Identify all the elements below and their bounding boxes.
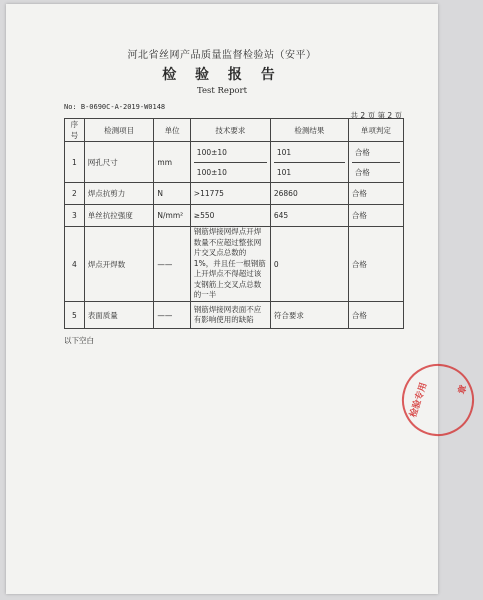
row-item: 焊点开焊数: [84, 227, 154, 302]
row-result: 26860: [270, 183, 348, 205]
page-indicator: 共 2 页 第 2 页: [350, 111, 402, 120]
table-header-row: [65, 119, 404, 142]
row-judgement: 合格: [348, 205, 403, 227]
row-requirement: >11775: [190, 183, 270, 205]
row-no: 1: [65, 142, 85, 183]
row-item: 焊点抗剪力: [84, 183, 154, 205]
row-result-group: [270, 142, 348, 183]
row-unit: mm: [154, 142, 190, 183]
header-unit: 单位: [154, 119, 190, 142]
row-no: 5: [65, 302, 85, 329]
header-requirement: 技术要求: [190, 119, 270, 142]
report-subtitle: Test Report: [197, 86, 247, 96]
table-row: [65, 227, 404, 302]
row-requirement-group: [190, 142, 270, 183]
row-judgement: 合格: [352, 162, 400, 182]
row-judgement: 合格: [354, 147, 370, 157]
row-requirement: 100±10: [196, 147, 227, 157]
row-item: 表面质量: [84, 302, 154, 329]
row-result: 101: [274, 162, 345, 182]
row-requirement: 100±10: [194, 162, 267, 182]
table-row: [65, 205, 404, 227]
row-item: 单丝抗拉强度: [84, 205, 154, 227]
row-requirement: ≥550: [190, 205, 270, 227]
organization-name: 河北省丝网产品质量监督检验站（安平）: [127, 50, 317, 61]
seal-text-top: 检验专用: [408, 381, 430, 419]
row-unit: N/mm²: [154, 205, 190, 227]
official-seal: [393, 355, 483, 446]
row-unit: ——: [154, 302, 190, 329]
row-requirement: 钢筋焊接网表面不应有影响使用的缺陷: [190, 302, 270, 329]
row-result: 0: [270, 227, 348, 302]
row-judgement-group: [348, 142, 403, 183]
report-title: 检 验 报 告: [162, 67, 282, 83]
test-results-table: [64, 118, 404, 329]
header-result: 检测结果: [270, 119, 348, 142]
report-number: No: B-0690C-A-2019-W0148: [64, 103, 166, 111]
row-no: 2: [65, 183, 85, 205]
row-judgement: 合格: [348, 227, 403, 302]
table-row: [65, 142, 404, 183]
row-judgement: 合格: [348, 302, 403, 329]
row-result: 101: [276, 147, 292, 157]
blank-below-note: 以下空白: [64, 336, 94, 345]
row-judgement: 合格: [348, 183, 403, 205]
row-no: 3: [65, 205, 85, 227]
row-unit: N: [154, 183, 190, 205]
seal-text-bottom: 章: [457, 384, 470, 396]
row-unit: ——: [154, 227, 190, 302]
report-sheet: [6, 4, 470, 594]
header-no: 序号: [65, 119, 85, 142]
header-judgement: 单项判定: [348, 119, 403, 142]
row-no: 4: [65, 227, 85, 302]
table-row: [65, 183, 404, 205]
table-row: [65, 302, 404, 329]
row-requirement: 钢筋焊接网焊点开焊数量不应超过整张网片交叉点总数的 1%，并且任一根钢筋上开焊点不得超过该支钢筋上交叉点总数的一半: [190, 227, 270, 302]
row-item: 网孔尺寸: [84, 142, 154, 183]
row-result: 645: [270, 205, 348, 227]
row-result: 符合要求: [270, 302, 348, 329]
header-item: 检测项目: [84, 119, 154, 142]
